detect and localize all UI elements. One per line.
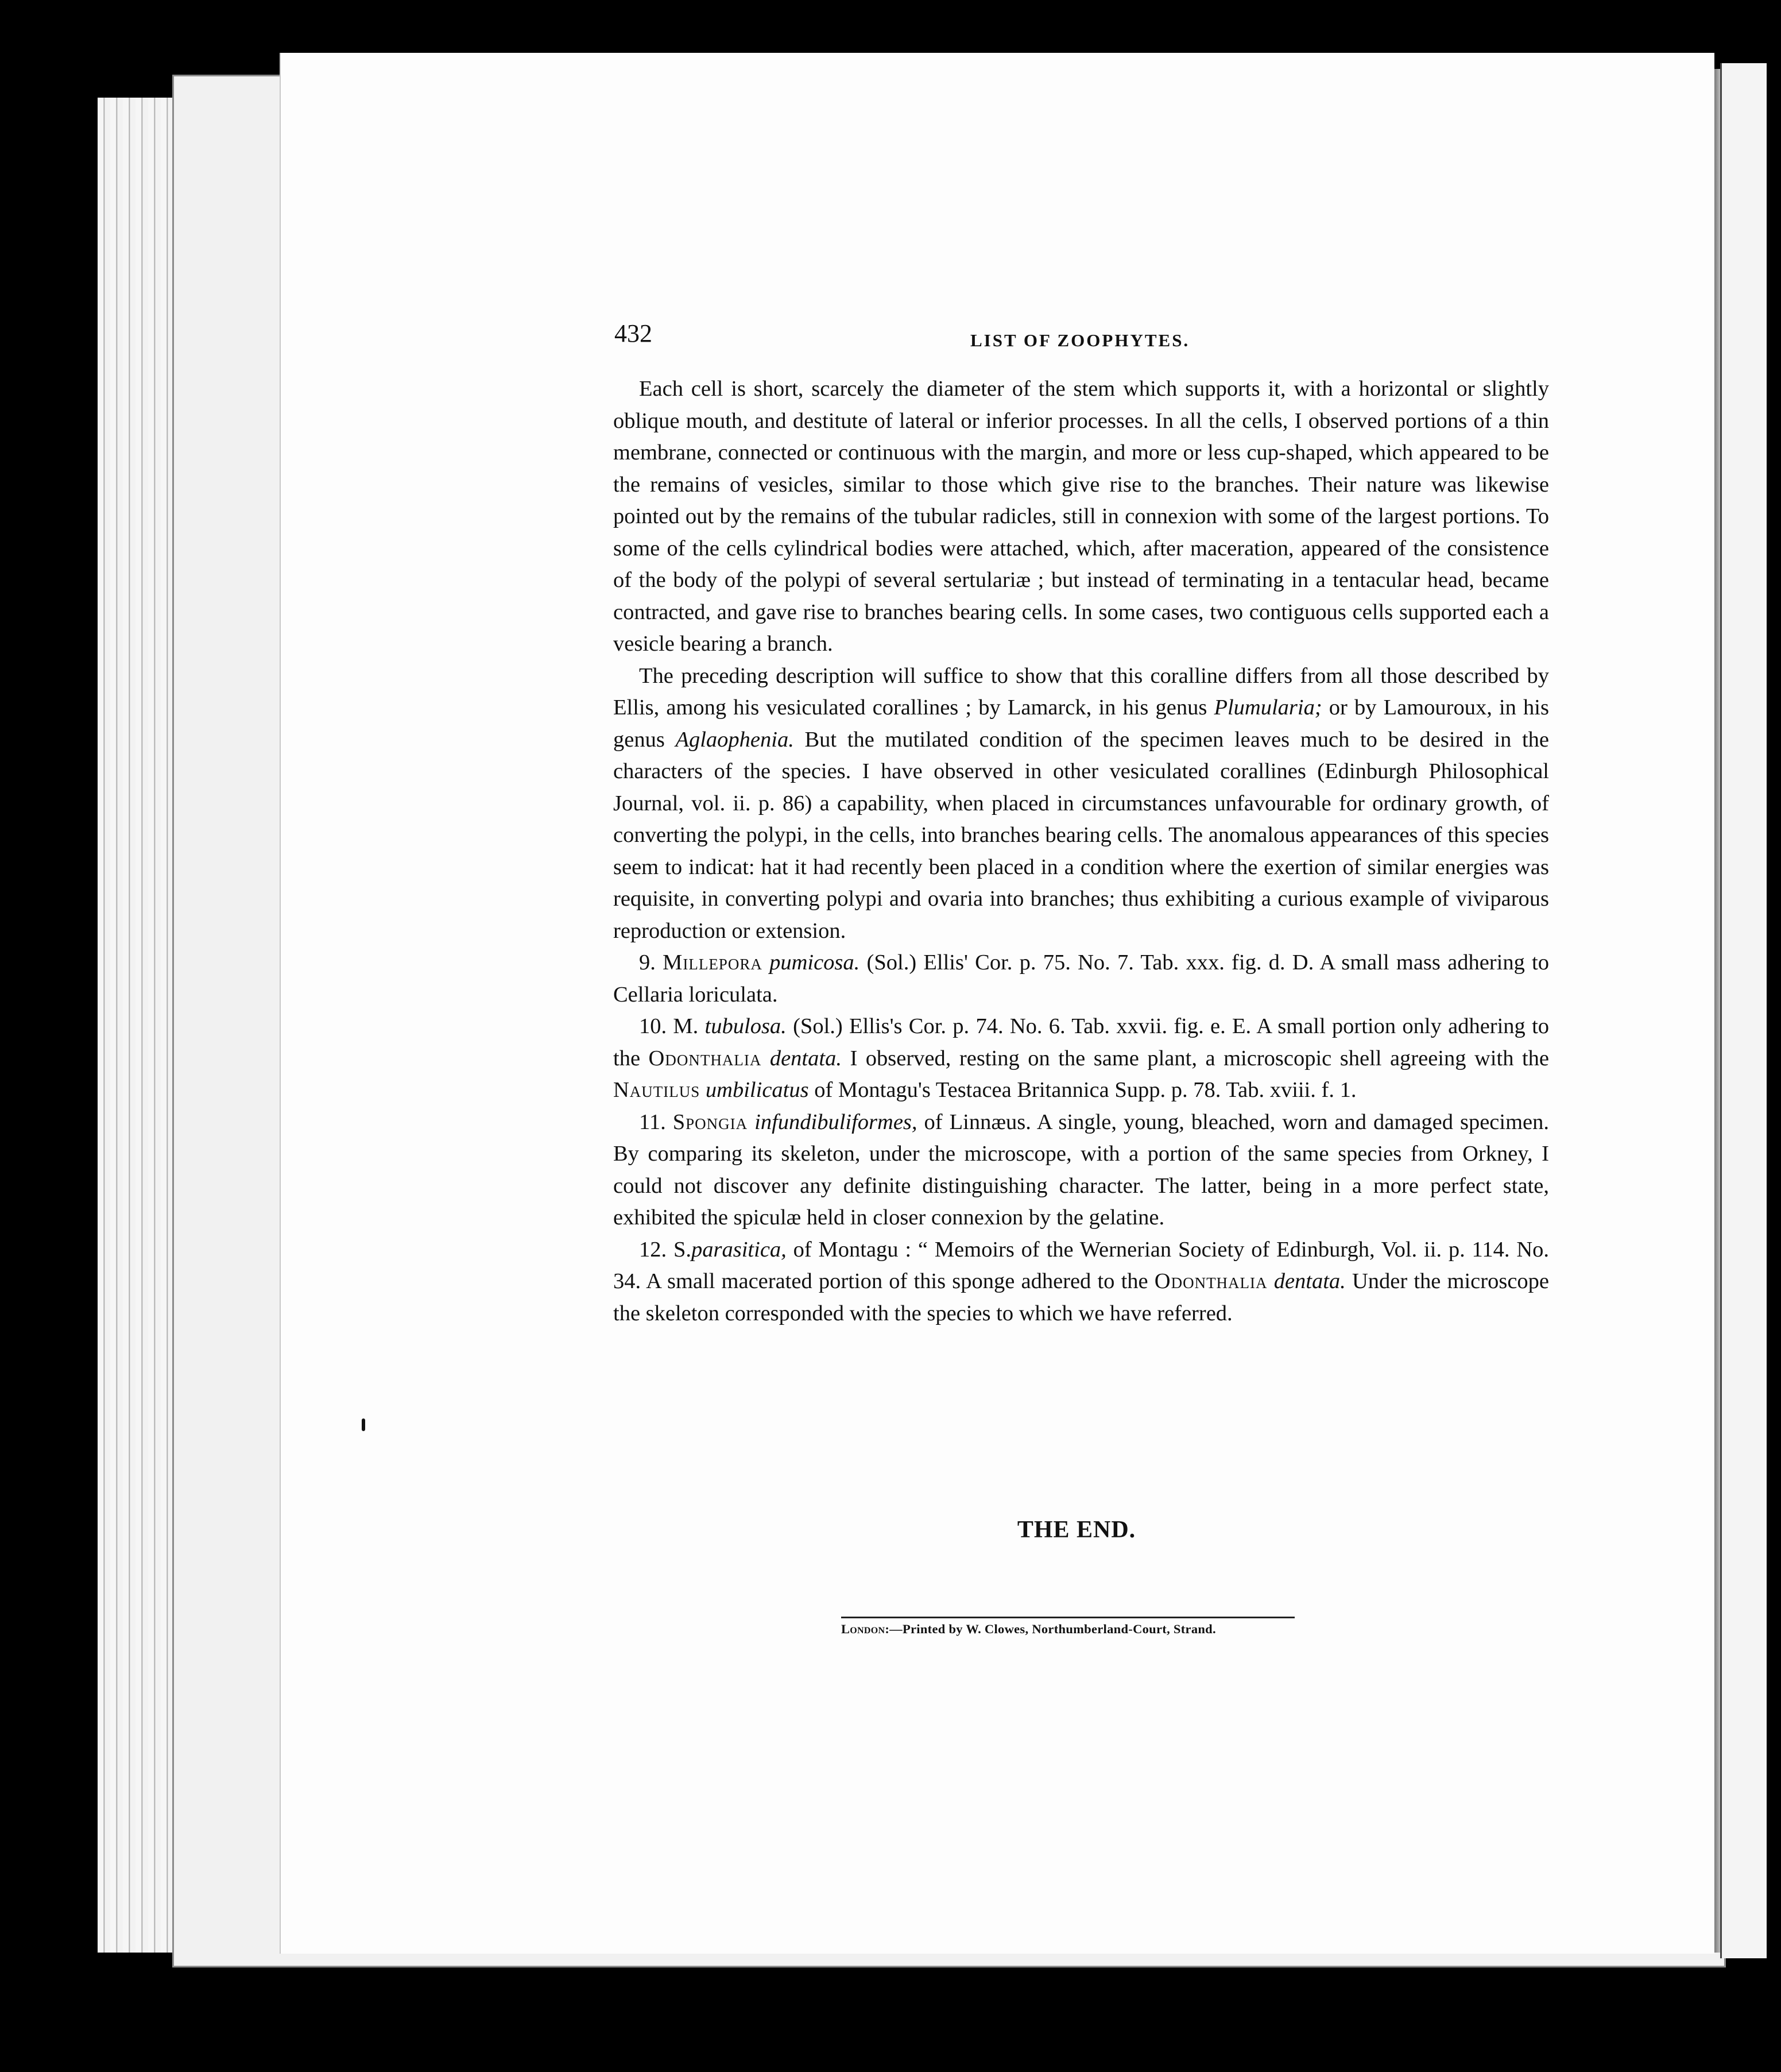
species-name: pumicosa. (769, 950, 860, 975)
entry-10: 10. M. tubulosa. (Sol.) Ellis's Cor. p. 74. No. 6. Tab. xxvii. fig. e. E. A small portion only adhering to the Odonthalia dentata. I observed, resting on the same plant, a microscopic shell agreeing with the Nautilus umbilicatus of Montagu's Testacea Britannica Supp. p. 78. Tab. xviii. f. 1. (613, 1014, 1550, 1102)
page-header (614, 319, 1556, 359)
host-genus: Odonthalia (648, 1046, 762, 1070)
body-text (613, 373, 1549, 1329)
host-genus: Odonthalia (1154, 1269, 1268, 1293)
shell-species: umbilicatus (705, 1078, 809, 1102)
genus-name: Millepora (663, 950, 762, 975)
the-end-heading: THE END. (1017, 1517, 1136, 1543)
printer-imprint (841, 1617, 1295, 1637)
imprint-printer: —Printed by W. Clowes, Northumberland-Court, Strand. (889, 1622, 1216, 1636)
running-head: LIST OF ZOOPHYTES. (970, 330, 1190, 350)
genus-plumularia: Plumularia; (1214, 695, 1322, 720)
species-name: parasitica, (691, 1237, 787, 1262)
host-species: dentata. (769, 1046, 842, 1070)
paragraph-coralline-comparison: The preceding description will suffice to show that this coralline differs from all those described by Ellis, among his vesiculated corallines ; by Lamarck, in his genus Plumularia; or by Lamouroux, in his genus Aglaophenia. But the mutilated condition of the specimen leaves much to be desired in the characters of the species. I have observed in other vesiculated corallines (Edinburgh Philosophical Journal, vol. ii. p. 86) a capability, when placed in circumstances unfavourable for ordinary growth, of converting the polypi, in the cells, into branches bearing cells. The anomalous appearances of this species seem to indicat: hat it had recently been placed in a condition where the exertion of similar energies was requisite, in converting polypi and ovaria into branches; thus exhibiting a curious example of viviparous reproduction or extension. (613, 663, 1549, 943)
species-name: infundibuliformes, (754, 1110, 917, 1134)
ink-speck (362, 1418, 365, 1431)
next-page-edge (1720, 63, 1767, 1958)
imprint-city: London: (841, 1622, 890, 1636)
genus-name: M. (673, 1014, 699, 1038)
genus-name: S. (673, 1237, 692, 1262)
species-name: tubulosa. (704, 1014, 787, 1038)
page-number: 432 (614, 319, 652, 347)
genus-name: Spongia (672, 1110, 748, 1134)
entry-12: 12. S.parasitica, of Montagu : “ Memoirs of the Wernerian Society of Edinburgh, Vol. ii. p. 114. No. 34. A small macerated portion of this sponge adhered to the Odonthalia dentata. Under the microscope the skeleton corresponded with the species to which we have referred. (613, 1237, 1550, 1325)
host-species: dentata. (1273, 1269, 1346, 1293)
paragraph-cell-description: Each cell is short, scarcely the diameter of the stem which supports it, with a horizontal or slightly oblique mouth, and destitute of lateral or inferior processes. In all the cells, I observed portions of a thin membrane, connected or continuous with the margin, and more or less cup-shaped, which appeared to be the remains of vesicles, similar to those which give rise to the branches. Their nature was likewise pointed out by the remains of the tubular radicles, still in connexion with some of the largest portions. To some of the cells cylindrical bodies were attached, which, after maceration, appeared of the consistence of the body of the polypi of several sertulariæ ; but instead of terminating in a tentacular head, became contracted, and gave rise to branches bearing cells. In some cases, two contiguous cells supported each a vesicle bearing a branch. (613, 377, 1549, 656)
shell-genus: Nautilus (613, 1078, 700, 1102)
entry-9: 9. Millepora pumicosa. (Sol.) Ellis' Cor. p. 75. No. 7. Tab. xxx. fig. d. D. A small mass adhering to Cellaria loriculata. (613, 950, 1549, 1007)
entry-11: 11. Spongia infundibuliformes, of Linnæus. A single, young, bleached, worn and damaged specimen. By comparing its skeleton, under the microscope, with a portion of the same species from Orkney, I could not discover any definite distinguishing character. The latter, being in a more perfect state, exhibited the spiculæ held in closer connexion by the gelatine. (613, 1110, 1549, 1230)
genus-aglaophenia: Aglaophenia. (675, 727, 794, 752)
